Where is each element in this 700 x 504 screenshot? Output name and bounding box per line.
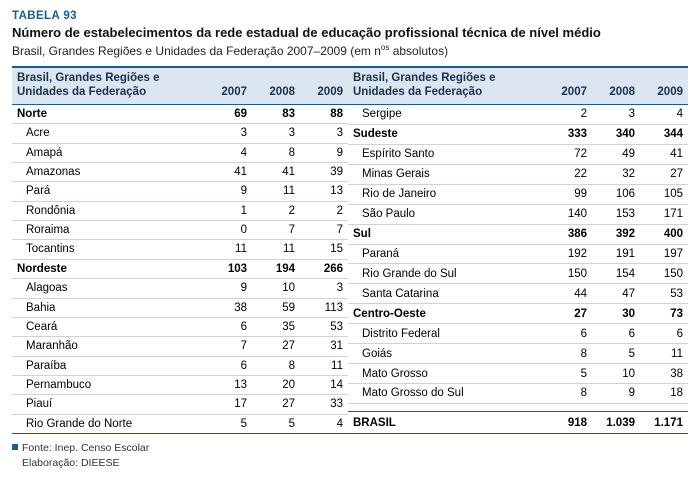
row-label: Pará [12,182,204,201]
row-value-2007: 3 [204,124,252,143]
subtitle-part-1: Brasil, Grandes Regiões e Unidades da Federação 2007–2009 (em n [12,44,381,59]
table-row [348,104,688,124]
row-value-2008: 35 [252,317,300,336]
row-value-2008: 106 [592,184,640,204]
column-header-2008: 2008 [252,68,300,104]
row-value-2007: 72 [544,144,592,164]
table-row [12,259,348,278]
table-row [12,337,348,356]
row-label: Amapá [12,143,204,162]
row-value-2007: 38 [204,298,252,317]
table-left [12,68,348,433]
row-label: Amazonas [12,162,204,181]
row-value-2007: 0 [204,221,252,240]
total-value-2008: 1.039 [592,412,640,434]
footer-elaboration: Elaboração: DIEESE [22,456,120,469]
row-value-2008: 153 [592,204,640,224]
row-value-2008: 3 [592,104,640,124]
row-value-2008: 59 [252,298,300,317]
row-value-2007: 11 [204,240,252,259]
row-value-2007: 6 [544,324,592,344]
row-label: Rio Grande do Sul [348,264,544,284]
table-spacer-cell [348,404,688,412]
row-value-2009: 4 [336,417,343,430]
row-value-2008: 10 [252,279,300,298]
row-value-2007: 192 [544,244,592,264]
table-row [12,317,348,336]
row-value-2008: 8 [252,143,300,162]
table-row [12,124,348,143]
column-header-2007-right: 2007 [544,68,592,104]
row-label: Santa Catarina [348,284,544,304]
row-value-2008: 83 [252,104,300,123]
row-value-2009: 9 [300,143,348,162]
row-value-2008: 11 [252,182,300,201]
column-header-2009: 2009 [300,68,348,104]
row-label: Acre [12,124,204,143]
row-value-2008: 340 [592,124,640,144]
row-value-2007: 9 [204,182,252,201]
row-value-2009: 39 [300,162,348,181]
row-value-2007: 69 [204,104,252,123]
row-label: Rio Grande do Norte [26,417,133,430]
row-value-2009: 14 [300,376,348,395]
row-value-2008: 6 [592,324,640,344]
table-row [12,240,348,259]
row-value-2009: 53 [640,284,688,304]
row-label: Paraná [348,244,544,264]
row-label: Paraíba [12,356,204,375]
column-header-label-right: Brasil, Grandes Regiões e Unidades da Federação [348,68,544,104]
row-value-2008: 41 [252,162,300,181]
row-value-2009: 266 [300,259,348,278]
subtitle-part-2: absolutos) [389,44,449,59]
table-row [12,414,348,433]
table-row [12,395,348,414]
row-label: Centro-Oeste [348,304,544,324]
row-value-2007: 44 [544,284,592,304]
subtitle-superscript: os [380,43,390,53]
row-value-2009: 400 [640,224,688,244]
table-row [348,304,688,324]
table-row [348,144,688,164]
row-value-2008: 27 [252,337,300,356]
row-value-2009: 38 [640,364,688,384]
row-value-2007: 6 [204,356,252,375]
row-value-2008: 10 [592,364,640,384]
row-value-2007: 150 [544,264,592,284]
table-right-body [348,104,688,433]
total-value-2007: 918 [544,412,592,434]
page-subtitle [12,43,688,59]
row-value-2009: 113 [300,298,348,317]
table-right-head [348,68,688,104]
row-value-2007: 8 [544,344,592,364]
row-value-2008: 194 [252,259,300,278]
table-row [12,376,348,395]
row-value-2007: 41 [204,162,252,181]
row-value-2007: 4 [204,143,252,162]
row-value-2009: 6 [640,324,688,344]
row-label: Bahia [12,298,204,317]
row-value-2008: 20 [252,376,300,395]
table-row [348,324,688,344]
row-value-2007: 1 [204,201,252,220]
row-value-2007: 5 [240,417,247,430]
row-value-2009: 31 [300,337,348,356]
row-value-2007: 22 [544,164,592,184]
row-value-2008: 32 [592,164,640,184]
row-value-2009: 105 [640,184,688,204]
row-value-2007: 99 [544,184,592,204]
row-value-2009: 3 [300,124,348,143]
column-header-2007: 2007 [204,68,252,104]
table-row [12,162,348,181]
row-value-2007: 103 [204,259,252,278]
table-row [348,224,688,244]
table-row [348,384,688,404]
row-value-2008: 392 [592,224,640,244]
page-title: Número de estabelecimentos da rede estadual de educação profissional técnica de nível médio [12,25,601,40]
table-spacer-row [348,404,688,412]
row-label: Sul [348,224,544,244]
row-value-2009: 33 [300,395,348,414]
column-header-2008-right: 2008 [592,68,640,104]
row-value-2007: 9 [204,279,252,298]
row-label: Norte [12,104,204,123]
row-value-2008: 9 [592,384,640,404]
column-header-label: Brasil, Grandes Regiões e Unidades da Federação [12,68,204,104]
row-value-2009: 41 [640,144,688,164]
total-value-2009: 1.171 [640,412,688,434]
row-value-2008: 11 [252,240,300,259]
row-value-2007: 140 [544,204,592,224]
row-label: Goiás [348,344,544,364]
data-tables [12,66,688,434]
row-label: Maranhão [12,337,204,356]
table-row [12,279,348,298]
row-value-2007: 8 [544,384,592,404]
footer-source-line [12,441,688,456]
table-row [348,204,688,224]
row-value-2009: 150 [640,264,688,284]
table-row [12,201,348,220]
row-label: Sergipe [348,104,544,124]
row-value-2008: 27 [252,395,300,414]
row-value-2009: 11 [640,344,688,364]
row-value-2007: 386 [544,224,592,244]
row-value-2007: 6 [204,317,252,336]
table-right [348,68,688,433]
row-value-2009: 3 [300,279,348,298]
row-value-2008: 49 [592,144,640,164]
row-value-2009: 53 [300,317,348,336]
table-number: TABELA 93 [12,10,77,22]
row-value-2009: 197 [640,244,688,264]
row-value-2009: 18 [640,384,688,404]
row-value-2008: 154 [592,264,640,284]
table-row [12,143,348,162]
row-label: Alagoas [12,279,204,298]
row-label: São Paulo [348,204,544,224]
table-total-row [348,412,688,434]
total-label: BRASIL [348,412,544,434]
row-value-2007: 7 [204,337,252,356]
row-value-2009: 11 [300,356,348,375]
row-label: Nordeste [12,259,204,278]
footer [12,441,688,470]
table-row [12,356,348,375]
row-value-2009: 15 [300,240,348,259]
row-value-2009: 2 [300,201,348,220]
row-label: Roraima [12,221,204,240]
table-row [348,284,688,304]
row-label: Piauí [12,395,204,414]
table-row [348,264,688,284]
table-left-header-row [12,68,348,104]
table-row [12,182,348,201]
table-row [348,124,688,144]
row-value-2009: 88 [300,104,348,123]
row-value-2007: 27 [544,304,592,324]
table-row [348,164,688,184]
table-right-header-row [348,68,688,104]
table-row [12,104,348,123]
row-label: Rondônia [12,201,204,220]
row-value-2009: 27 [640,164,688,184]
row-value-2008: 5 [288,417,295,430]
row-value-2007: 17 [204,395,252,414]
table-row [348,184,688,204]
row-value-2009: 7 [300,221,348,240]
row-label: Mato Grosso [348,364,544,384]
row-value-2009: 344 [640,124,688,144]
row-value-2007: 2 [544,104,592,124]
row-value-2007: 13 [204,376,252,395]
row-value-2008: 7 [252,221,300,240]
table-row [348,244,688,264]
row-value-2008: 8 [252,356,300,375]
table-row [12,221,348,240]
row-value-2008: 47 [592,284,640,304]
table-row [348,364,688,384]
row-value-2008: 191 [592,244,640,264]
row-value-2009: 171 [640,204,688,224]
column-header-2009-right: 2009 [640,68,688,104]
row-label: Pernambuco [12,376,204,395]
row-label: Rio de Janeiro [348,184,544,204]
table-row [12,298,348,317]
row-value-2007: 333 [544,124,592,144]
table-row [348,344,688,364]
row-label: Tocantins [12,240,204,259]
row-label: Ceará [12,317,204,336]
row-value-2009: 4 [640,104,688,124]
row-value-2008: 3 [252,124,300,143]
row-value-2009: 13 [300,182,348,201]
row-label: Minas Gerais [348,164,544,184]
row-value-2008: 5 [592,344,640,364]
table-left-body [12,104,348,433]
table-left-head [12,68,348,104]
row-value-2007: 5 [544,364,592,384]
row-value-2009: 73 [640,304,688,324]
row-label: Mato Grosso do Sul [348,384,544,404]
row-value-2008: 30 [592,304,640,324]
footer-source: Fonte: Inep. Censo Escolar [22,442,150,455]
row-label: Espírito Santo [348,144,544,164]
row-label: Sudeste [348,124,544,144]
row-label: Distrito Federal [348,324,544,344]
row-value-2008: 2 [252,201,300,220]
square-bullet-icon [12,444,18,450]
